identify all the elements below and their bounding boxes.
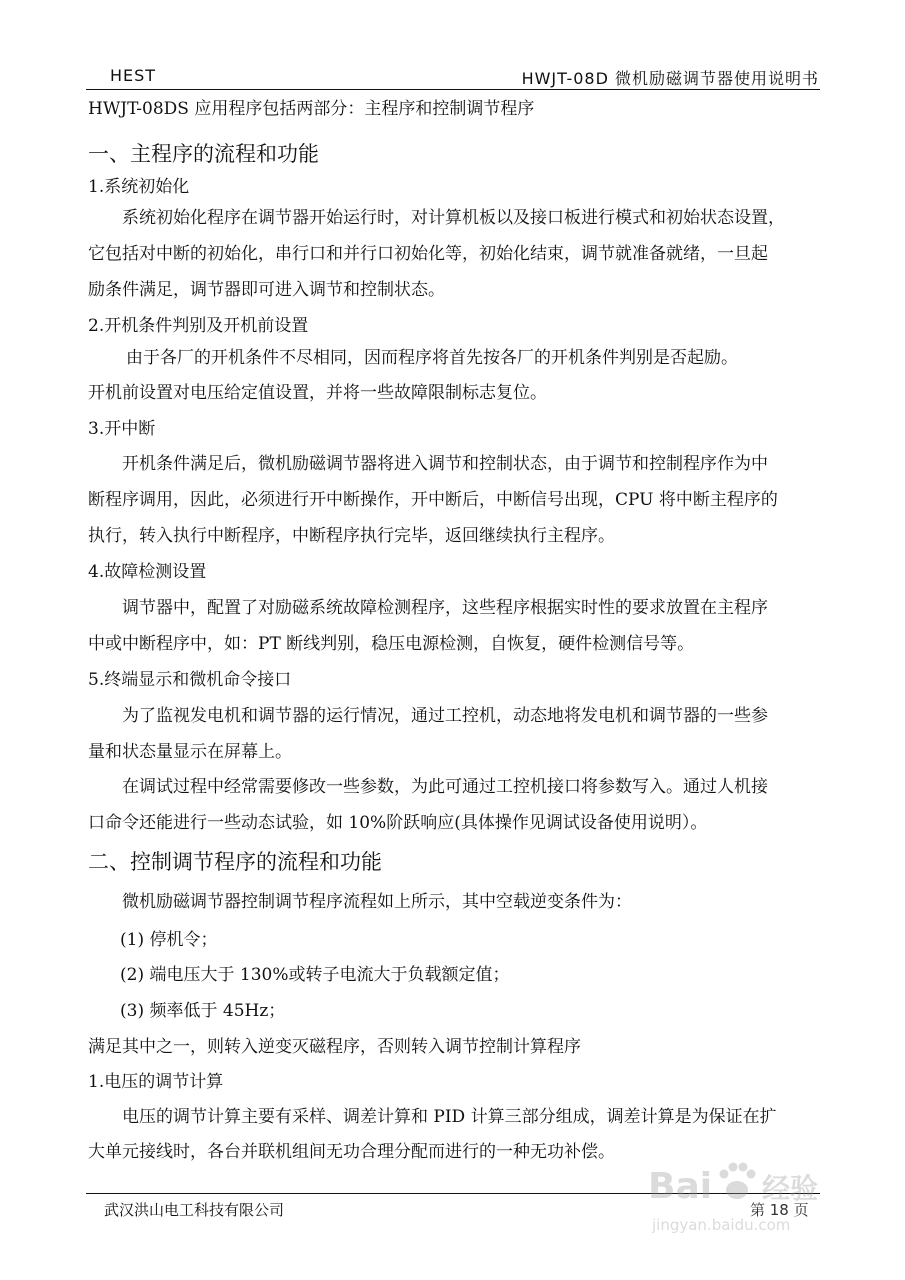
section-2-heading: 二、控制调节程序的流程和功能	[88, 850, 382, 874]
list-item: (1) 停机令；	[120, 930, 218, 950]
paragraph-line: 满足其中之一，则转入逆变灭磁程序，否则转入调节控制计算程序	[88, 1037, 581, 1057]
paragraph-line: 开机条件满足后，微机励磁调节器将进入调节和控制状态，由于调节和控制程序作为中	[122, 454, 768, 474]
paragraph-line: 量和状态量显示在屏幕上。	[88, 742, 292, 762]
paragraph-line: 为了监视发电机和调节器的运行情况，通过工控机，动态地将发电机和调节器的一些参	[122, 706, 768, 726]
paragraph-line: 由于各厂的开机条件不尽相同，因而程序将首先按各厂的开机条件判别是否起励。	[126, 348, 738, 368]
paragraph-line: 大单元接线时，各台并联机组间无功合理分配而进行的一种无功补偿。	[88, 1142, 615, 1162]
paragraph-line: 开机前设置对电压给定值设置，并将一些故障限制标志复位。	[88, 383, 547, 403]
paragraph-line: 电压的调节计算主要有采样、调差计算和 PID 计算三部分组成，调差计算是为保证在扩	[122, 1107, 777, 1127]
subsection-1-5-heading: 5.终端显示和微机命令接口	[88, 670, 292, 690]
subsection-1-4-heading: 4.故障检测设置	[88, 562, 207, 582]
header-document-title: HWJT-08D 微机励磁调节器使用说明书	[521, 69, 819, 88]
watermark-url: jingyan.baidu.com	[652, 1216, 791, 1234]
paragraph-line: 在调试过程中经常需要修改一些参数，为此可通过工控机接口将参数写入。通过人机接	[122, 777, 768, 797]
footer-company-name: 武汉洪山电工科技有限公司	[104, 1201, 285, 1219]
paragraph-line: 断程序调用，因此，必须进行开中断操作，开中断后，中断信号出现，CPU 将中断主程序的	[88, 490, 778, 510]
paragraph-line: 调节器中，配置了对励磁系统故障检测程序，这些程序根据实时性的要求放置在主程序	[122, 598, 768, 618]
subsection-1-1-heading: 1.系统初始化	[88, 177, 190, 197]
paragraph-line: 中或中断程序中，如：PT 断线判别，稳压电源检测，自恢复，硬件检测信号等。	[88, 634, 695, 654]
list-item: (2) 端电压大于 130%或转子电流大于负载额定值；	[120, 965, 510, 985]
paragraph-line: 励条件满足，调节器即可进入调节和控制状态。	[88, 280, 445, 300]
paragraph-line: 执行，转入执行中断程序，中断程序执行完毕，返回继续执行主程序。	[88, 526, 615, 546]
paragraph-line: 系统初始化程序在调节器开始运行时，对计算机板以及接口板进行模式和初始状态设置，	[122, 208, 785, 228]
watermark-brand-cn: 经验	[762, 1172, 819, 1205]
paw-icon	[720, 1163, 756, 1200]
watermark-brand: Bai	[648, 1166, 713, 1207]
paragraph-line: 它包括对中断的初始化，串行口和并行口初始化等，初始化结束，调节就准备就绪，一旦起	[88, 244, 768, 264]
baidu-jingyan-watermark	[644, 1150, 834, 1250]
subsection-1-3-heading: 3.开中断	[88, 419, 156, 439]
header-divider	[86, 89, 820, 90]
intro-line: HWJT-08DS 应用程序包括两部分：主程序和控制调节程序	[88, 99, 535, 119]
paragraph-line: 口命令还能进行一些动态试验，如 10%阶跃响应(具体操作见调试设备使用说明）。	[88, 813, 708, 833]
subsection-2-1-heading: 1.电压的调节计算	[88, 1072, 224, 1092]
paragraph-line: 微机励磁调节器控制调节程序流程如上所示，其中空载逆变条件为：	[122, 892, 632, 912]
header-company-code: HEST	[110, 66, 157, 85]
subsection-1-2-heading: 2.开机条件判别及开机前设置	[88, 316, 309, 336]
list-item: (3) 频率低于 45Hz；	[120, 1001, 286, 1021]
page-number: 第 18 页	[750, 1201, 809, 1219]
section-1-heading: 一、主程序的流程和功能	[88, 142, 319, 166]
